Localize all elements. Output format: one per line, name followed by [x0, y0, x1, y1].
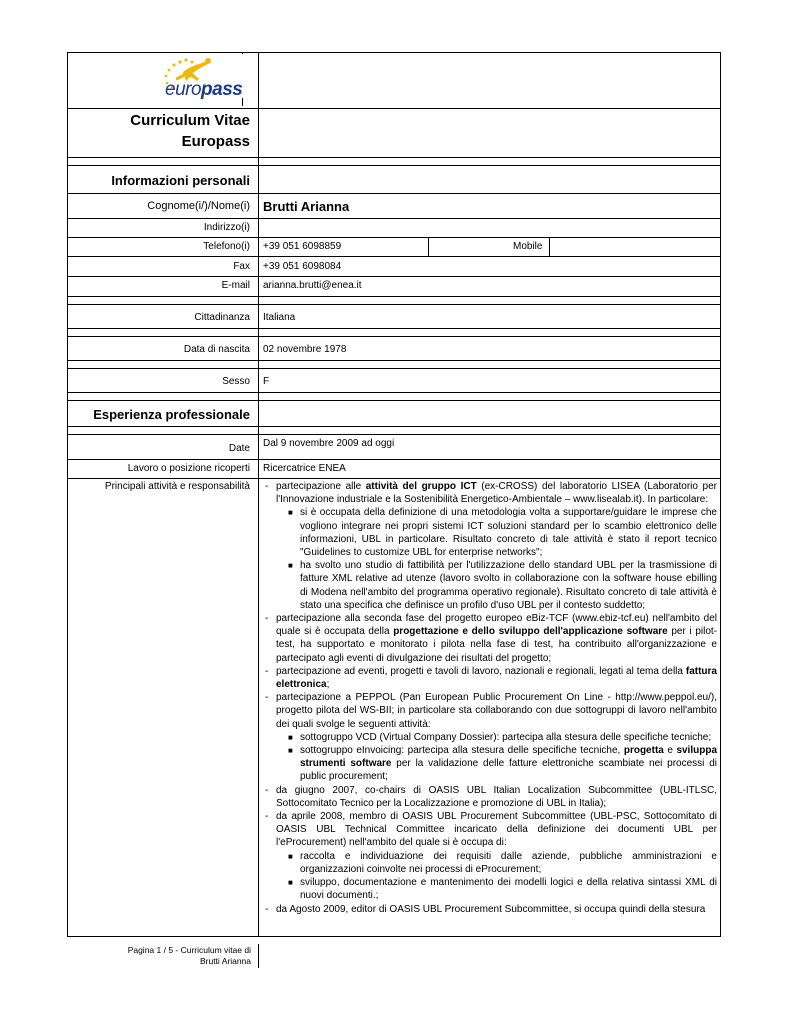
sex-value: F — [263, 376, 270, 387]
name-label: Cognome(i/)/Nome(i) — [147, 200, 250, 212]
row-line — [67, 157, 721, 158]
row-line — [67, 237, 721, 238]
cv-title-line2: Europass — [181, 133, 250, 150]
row-line — [67, 360, 721, 361]
sub-list-item: ■ raccolta e individuazione dei requisiti dalle aziende, pubbliche amministrazioni e organizzazioni coinvolte nei processi di eProcurement; — [288, 850, 717, 875]
experience-heading: Esperienza professionale — [93, 407, 250, 422]
citizenship-value: Italiana — [263, 312, 296, 323]
row-line — [67, 426, 721, 427]
row-line — [67, 165, 721, 166]
email-value: arianna.brutti@enea.it — [263, 280, 362, 291]
sub-list-item: ■ sottogruppo VCD (Virtual Company Dossier): partecipa alla stesura delle specifiche tecniche; — [288, 731, 712, 743]
sex-label: Sesso — [222, 376, 250, 387]
cv-title-line1: Curriculum Vitae — [130, 112, 250, 129]
list-item: - partecipazione a PEPPOL (Pan European Public Procurement On Line - http://www.peppol.eu/), progetto pilota del WS-BII; in particolare sta collaborando con due sottogruppi di lavoro nell'ambito dei quali svolge le seguenti attività: — [265, 692, 717, 730]
sub-list-item: ■ ha svolto uno studio di fattibilità per l'utilizzazione dello standard UBL per la trasmissione di fatture XML relative ad utenze (lavoro svolto in collaborazione con la software house ebilling di Modena nell'ambito del programma operativo regionale). Risultato concreto di tale attività è stato una specifica che definisce un profilo d'uso UBL per il contesto suddetto; — [288, 560, 717, 611]
citizenship-label: Cittadinanza — [194, 312, 250, 323]
email-label: E-mail — [221, 280, 250, 291]
row-line — [67, 478, 721, 479]
phone-mobile-divider — [428, 237, 429, 256]
phone-value: +39 051 6098859 — [263, 241, 342, 252]
logo-text-euro: euro — [165, 79, 202, 100]
row-line — [67, 296, 721, 297]
phone-label: Telefono(i) — [203, 241, 250, 252]
name-value: Brutti Arianna — [263, 199, 350, 214]
bullet-icon: ■ — [288, 561, 293, 571]
list-item: - partecipazione ad eventi, progetti e tavoli di lavoro, nazionali e regionali, legati al tema della fattura elettronica; — [265, 665, 717, 691]
row-line — [67, 336, 721, 337]
bullet-icon: ■ — [288, 851, 293, 861]
bullet-icon: ■ — [288, 746, 293, 756]
row-line — [67, 434, 721, 435]
column-divider-footer — [258, 944, 259, 968]
list-item: - da aprile 2008, membro di OASIS UBL Procurement Subcommittee (UBL-PSC, Sottocomitato di OASIS UBL Technical Committee incaricato della definizione dei documenti UBL per l'eProcurement) nell'ambito del quale si è occupa di: — [265, 811, 717, 849]
birth-date-label: Data di nascita — [183, 344, 250, 355]
page-footer — [105, 945, 251, 967]
row-line — [67, 328, 721, 329]
fax-value: +39 051 6098084 — [263, 261, 342, 272]
bullet-icon: ■ — [288, 878, 293, 888]
row-line — [67, 193, 721, 194]
logo-text-pass: pass — [201, 79, 243, 100]
birth-date-value: 02 novembre 1978 — [263, 344, 347, 355]
row-line — [67, 392, 721, 393]
row-line — [67, 256, 721, 257]
activities-list — [262, 480, 717, 916]
europass-logo — [150, 52, 254, 108]
footer-page-info: Pagina 1 / 5 - Curriculum vitae di — [127, 945, 251, 955]
bullet-icon: ■ — [288, 732, 293, 742]
list-item: - partecipazione alla seconda fase del progetto europeo eBiz-TCF (www.ebiz-tcf.eu) nell'ambito del quale si è occupata della progettazione e dello sviluppo dell'applicazione software per i pilot-test, ha supportato e monitorato i pilota nella fase di test, ha contribuito all'organizzazione e partecipato agli eventi di divulgazione dei risultati del progetto; — [265, 613, 717, 664]
row-line — [67, 400, 721, 401]
mobile-value-divider — [549, 237, 550, 256]
sub-list-item: ■ sottogruppo eInvoicing: partecipa alla stesura delle specifiche tecniche, progetta e sviluppa strumenti software per la validazione delle fatture elettroniche scambiate nei processi di public procurement; — [288, 745, 718, 783]
row-line — [67, 304, 721, 305]
row-line — [67, 108, 721, 109]
job-label: Lavoro o posizione ricoperti — [127, 463, 250, 474]
bullet-icon: ■ — [288, 508, 293, 518]
list-item: - da Agosto 2009, editor di OASIS UBL Procurement Subcommittee, si occupa quindi della stesura — [265, 903, 706, 915]
list-item: - da giugno 2007, co-chairs di OASIS UBL Italian Localization Subcommittee (UBL-ITLSC, Sottocomitato Tecnico per la Localizzazione e promozione di UBL in Italia); — [265, 784, 717, 809]
row-line — [67, 218, 721, 219]
sub-list-item: ■ sviluppo, documentazione e mantenimento dei modelli logici e della relativa sintassi XML di nuovi documenti.; — [288, 877, 717, 902]
fax-label: Fax — [233, 261, 250, 272]
activities-label: Principali attività e responsabilità — [104, 481, 250, 492]
date-label: Date — [228, 443, 250, 454]
footer-name: Brutti Arianna — [199, 956, 251, 966]
row-line — [67, 459, 721, 460]
job-value: Ricercatrice ENEA — [263, 463, 346, 474]
mobile-label: Mobile — [513, 241, 543, 252]
row-line — [67, 368, 721, 369]
personal-info-heading: Informazioni personali — [111, 173, 250, 188]
sub-list-item: ■ si è occupata della definizione di una metodologia volta a supportare/guidare le imprese che vogliono integrare nei propri sistemi ICT soluzioni standard per lo scambio elettronico delle informazioni, UBL in particolare. Risultato concreto di tale attività è stato il report tecnico "Guidelines to customize UBL for enterprise networks"; — [288, 507, 717, 559]
date-value: Dal 9 novembre 2009 ad oggi — [263, 438, 395, 449]
address-label: Indirizzo(i) — [203, 222, 250, 233]
column-divider — [258, 52, 259, 937]
list-item: - partecipazione alle attività del gruppo ICT (ex-CROSS) del laboratorio LISEA (Laboratorio per l'Innovazione industriale e la Sostenibilità Energetico-Ambientale – www.lisealab.it). In particolare: — [265, 481, 717, 506]
row-line — [67, 276, 721, 277]
